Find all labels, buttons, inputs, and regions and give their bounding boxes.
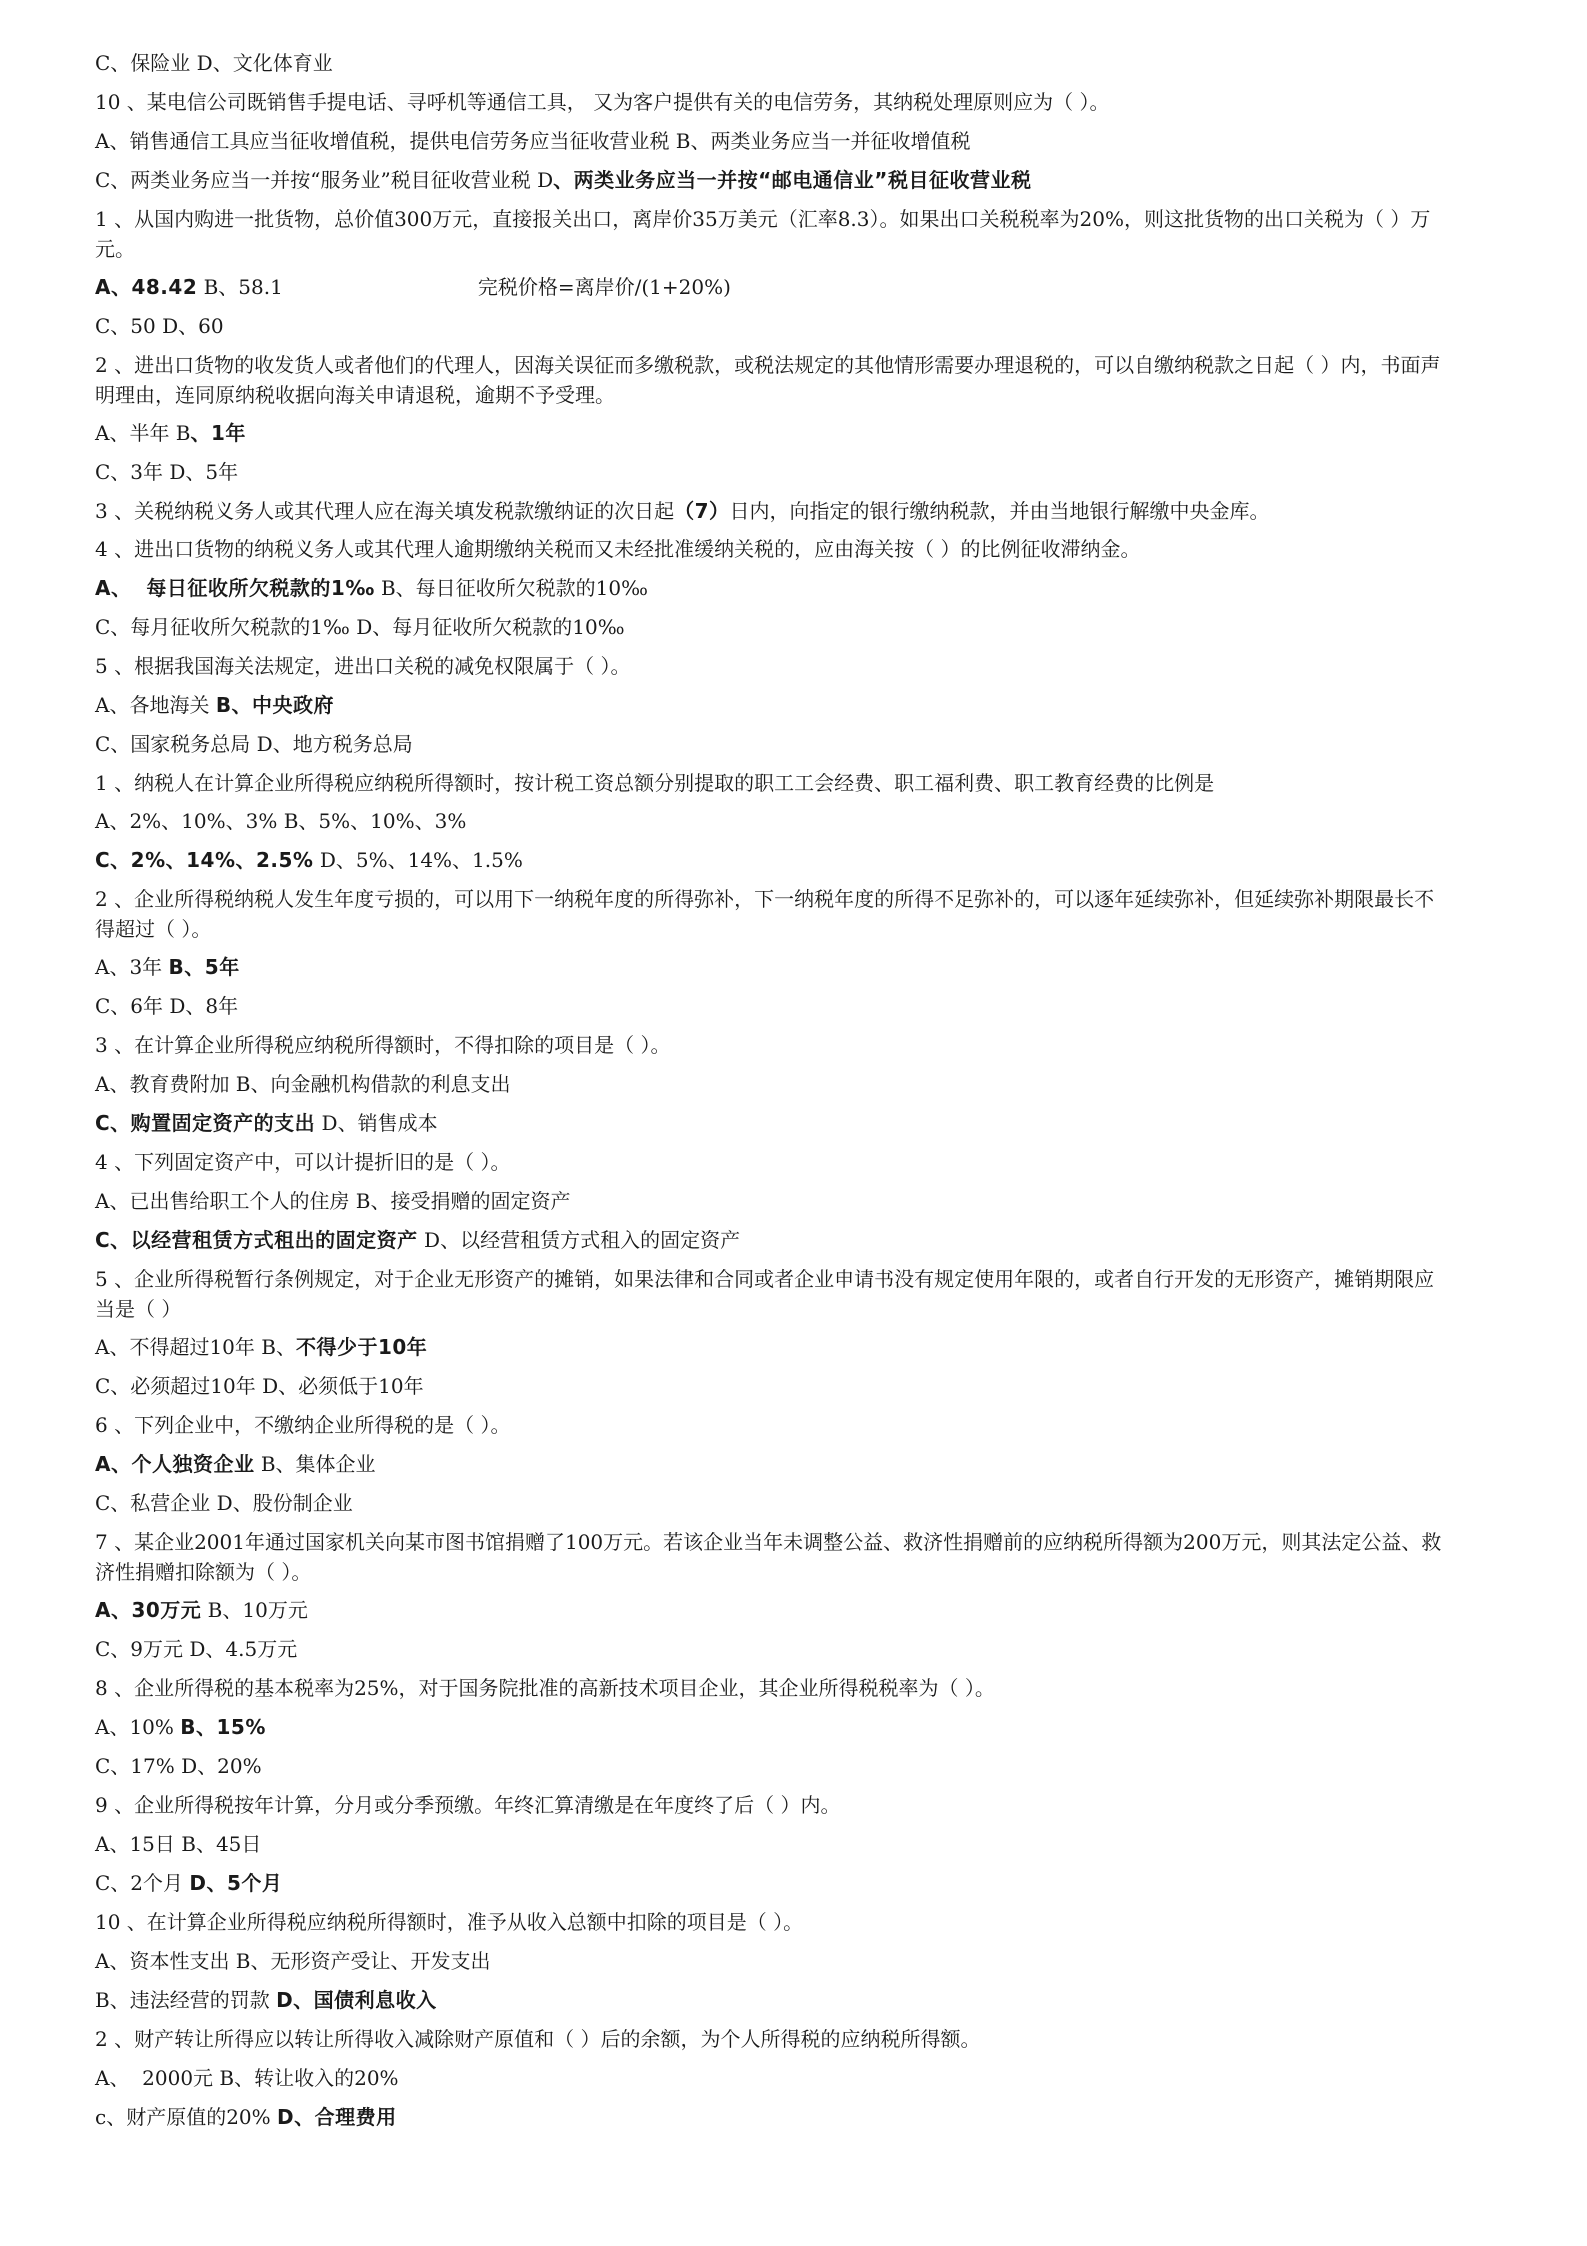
line-text: 4 、下列固定资产中，可以计提折旧的是（ ）。 [95,1150,511,1174]
answer-text: C、以经营租赁方式租出的固定资产 [95,1228,418,1252]
line-text: C、国家税务总局 D、地方税务总局 [95,732,413,756]
text-line [95,165,1447,195]
line-text: A、2%、10%、3% B、5%、10%、3% [95,809,467,833]
line-text: 10 、某电信公司既销售手提电话、寻呼机等通信工具， 又为客户提供有关的电信劳务，其纳税处理原则应为（ ）。 [95,90,1110,114]
line-text: C、6年 D、8年 [95,994,239,1018]
line-text: B、58.1 [197,275,283,299]
text-line [95,1868,1447,1898]
line-text: 5 、企业所得税暂行条例规定，对于企业无形资产的摊销，如果法律和合同或者企业申请书没有规定使用年限的，或者自行开发的无形资产，摊销期限应当是（ ） [95,1267,1435,1321]
line-text: A、 2000元 B、转让收入的20% [95,2066,399,2090]
line-text: 7 、某企业2001年通过国家机关向某市图书馆捐赠了100万元。若该企业当年未调整公益、救济性捐赠前的应纳税所得额为200万元，则其法定公益、救济性捐赠扣除额为（ ）。 [95,1530,1442,1584]
answer-text: D、合理费用 [277,2105,397,2129]
line-text: C、3年 D、5年 [95,460,239,484]
text-line [95,1186,1447,1216]
line-text: A、已出售给职工个人的住房 B、接受捐赠的固定资产 [95,1189,571,1213]
text-line [95,311,1447,341]
text-line [95,87,1447,117]
text-line [95,1751,1447,1781]
text-line [95,1449,1447,1479]
line-text: C、9万元 D、4.5万元 [95,1637,298,1661]
line-text: C、私营企业 D、股份制企业 [95,1491,353,1515]
line-text: C、17% D、20% [95,1754,262,1778]
text-line [95,1634,1447,1664]
line-text: A、10% [95,1715,181,1739]
line-text: A、各地海关 [95,693,216,717]
line-text: C、50 D、60 [95,314,224,338]
line-text: B、集体企业 [254,1452,376,1476]
text-line [95,1332,1447,1362]
text-line [95,48,1447,78]
text-line [95,418,1447,448]
line-text: 2 、财产转让所得应以转让所得收入减除财产原值和（ ）后的余额，为个人所得税的应纳税所得额。 [95,2027,981,2051]
answer-text: 不得少于10年 [295,1335,428,1359]
text-line [95,1147,1447,1177]
text-line [95,1069,1447,1099]
answer-text: D、国债利息收入 [276,1988,437,2012]
text-line [95,1371,1447,1401]
text-line [95,573,1447,603]
text-line [95,1225,1447,1255]
answer-text: C、2%、14%、2.5% [95,848,314,872]
answer-text: B、中央政府 [215,693,335,717]
line-text: C、每月征收所欠税款的1‰ D、每月征收所欠税款的10‰ [95,615,625,639]
line-text: C、必须超过10年 D、必须低于10年 [95,1374,424,1398]
text-line [95,729,1447,759]
text-line [95,496,1447,526]
text-line [95,2024,1447,2054]
line-text: A、教育费附加 B、向金融机构借款的利息支出 [95,1072,511,1096]
line-text: 9 、企业所得税按年计算，分月或分季预缴。年终汇算清缴是在年度终了后（ ）内。 [95,1793,841,1817]
text-line [95,204,1447,264]
text-line [95,884,1447,944]
text-line [95,1264,1447,1324]
line-text: 8 、企业所得税的基本税率为25%，对于国务院批准的高新技术项目企业，其企业所得税税率为（ ）。 [95,1676,995,1700]
text-line [95,272,1447,302]
answer-text: 、1年 [190,421,246,445]
text-line [95,2063,1447,2093]
text-line [95,1030,1447,1060]
text-line [95,1108,1447,1138]
text-line [95,1595,1447,1625]
text-line [95,1712,1447,1742]
line-text: A、销售通信工具应当征收增值税，提供电信劳务应当征收营业税 B、两类业务应当一并征收增值税 [95,129,971,153]
line-text: 日内，向指定的银行缴纳税款，并由当地银行解缴中央金库。 [729,499,1270,523]
text-line [95,1673,1447,1703]
line-text: B、每日征收所欠税款的10‰ [374,576,648,600]
text-line [95,457,1447,487]
line-text: C、保险业 D、文化体育业 [95,51,333,75]
answer-text: A、30万元 [95,1598,202,1622]
line-text: 2 、进出口货物的收发货人或者他们的代理人，因海关误征而多缴税款，或税法规定的其他情形需要办理退税的，可以自缴纳税款之日起（ ）内，书面声明理由，连同原纳税收据向海关申请退税，逾期不予受理。 [95,353,1441,407]
text-line [95,845,1447,875]
line-text: 10 、在计算企业所得税应纳税所得额时，准予从收入总额中扣除的项目是（ ）。 [95,1910,804,1934]
answer-text: A、48.42 [95,275,198,299]
line-text: D、销售成本 [315,1111,438,1135]
line-text: D、5%、14%、1.5% [313,848,523,872]
line-text: 2 、企业所得税纳税人发生年度亏损的，可以用下一纳税年度的所得弥补，下一纳税年度的所得不足弥补的，可以逐年延续弥补，但延续弥补期限最长不得超过（ ）。 [95,887,1435,941]
line-text: 3 、在计算企业所得税应纳税所得额时，不得扣除的项目是（ ）。 [95,1033,671,1057]
text-line [95,126,1447,156]
line-text: D、以经营租赁方式租入的固定资产 [417,1228,741,1252]
text-line [95,534,1447,564]
text-line [95,768,1447,798]
text-line [95,350,1447,410]
text-line [95,651,1447,681]
text-line [95,806,1447,836]
text-line [95,1946,1447,1976]
text-line [95,1985,1447,2015]
formula-note: 完税价格=离岸价/(1+20%) [477,275,731,299]
line-text: A、半年 B [95,421,191,445]
text-line [95,1790,1447,1820]
answer-text: A、个人独资企业 [95,1452,255,1476]
answer-text: B、15% [180,1715,266,1739]
answer-text: D、5个月 [189,1871,283,1895]
line-text: 5 、根据我国海关法规定，进出口关税的减免权限属于（ ）。 [95,654,631,678]
line-text: A、15日 B、45日 [95,1832,262,1856]
answer-text: A、 每日征收所欠税款的1‰ [95,576,375,600]
answer-text: C、购置固定资产的支出 [95,1111,316,1135]
line-text: 1 、纳税人在计算企业所得税应纳税所得额时，按计税工资总额分别提取的职工工会经费、职工福利费、职工教育经费的比例是 [95,771,1215,795]
line-text: 6 、下列企业中，不缴纳企业所得税的是（ ）。 [95,1413,511,1437]
text-line [95,1829,1447,1859]
line-text: B、违法经营的罚款 [95,1988,277,2012]
line-text: A、资本性支出 B、无形资产受让、开发支出 [95,1949,491,1973]
text-line [95,1527,1447,1587]
line-text: C、两类业务应当一并按“服务业”税目征收营业税 D [95,168,554,192]
text-line [95,952,1447,982]
line-text: A、不得超过10年 B、 [95,1335,296,1359]
line-text: 3 、关税纳税义务人或其代理人应在海关填发税款缴纳证的次日起 [95,499,675,523]
text-line [95,2102,1447,2132]
line-text: B、10万元 [201,1598,308,1622]
text-line [95,991,1447,1021]
line-text: 4 、进出口货物的纳税义务人或其代理人逾期缴纳关税而又未经批准缓纳关税的，应由海关按（ ）的比例征收滞纳金。 [95,537,1141,561]
text-line [95,690,1447,720]
text-line [95,1907,1447,1937]
line-text: A、3年 [95,955,169,979]
text-line [95,1488,1447,1518]
answer-text: （7） [674,499,730,523]
text-line [95,612,1447,642]
answer-text: 、两类业务应当一并按“邮电通信业”税目征收营业税 [553,168,1032,192]
line-text: C、2个月 [95,1871,190,1895]
line-text: 1 、从国内购进一批货物，总价值300万元，直接报关出口，离岸价35万美元（汇率8.3）。如果出口关税税率为20%，则这批货物的出口关税为（ ）万元。 [95,207,1431,261]
answer-text: B、5年 [168,955,240,979]
line-text: c、财产原值的20% [95,2105,278,2129]
text-line [95,1410,1447,1440]
